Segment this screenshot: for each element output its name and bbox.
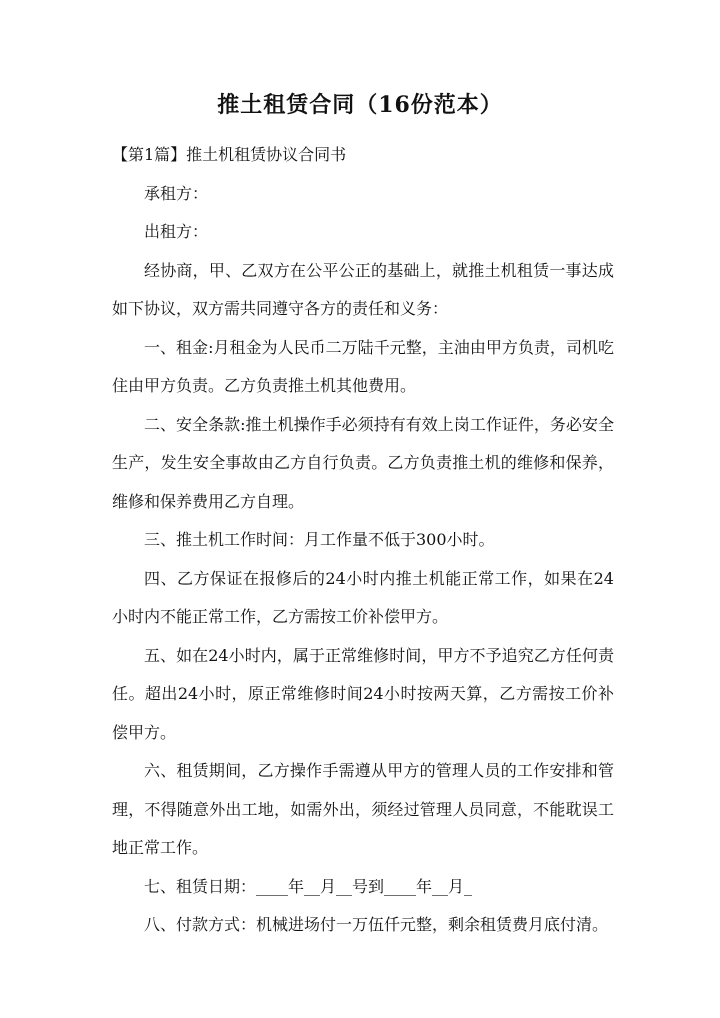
clause-1: 一、租金:月租金为人民币二万陆千元整，主油由甲方负责，司机吃住由甲方负责。乙方负责推土机其他费用。: [112, 337, 614, 395]
clause-3: 三、推土机工作时间：月工作量不低于300小时。: [144, 530, 495, 549]
clause-5: 五、如在24小时内，属于正常维修时间，甲方不予追究乙方任何责任。超出24小时，原正常维修时间24小时按两天算，乙方需按工价补偿甲方。: [112, 645, 614, 742]
clause-2: 二、安全条款:推土机操作手必须持有有效上岗工作证件，务必安全生产，发生安全事故由乙方自行负责。乙方负责推土机的维修和保养，维修和保养费用乙方自理。: [112, 414, 614, 511]
section-heading: 【第1篇】推土机租赁协议合同书: [112, 145, 347, 164]
document-body: [112, 136, 614, 945]
clause-8: 八、付款方式：机械进场付一万伍仟元整，剩余租赁费月底付清。: [144, 915, 609, 934]
clause-6: 六、租赁期间，乙方操作手需遵从甲方的管理人员的工作安排和管理，不得随意外出工地，如需外出，须经过管理人员同意，不能耽误工地正常工作。: [112, 761, 614, 857]
clause-4: 四、乙方保证在报修后的24小时内推土机能正常工作，如果在24小时内不能正常工作，乙方需按工价补偿甲方。: [112, 568, 614, 626]
document-title: 推土租赁合同（16份范本）: [217, 92, 503, 118]
lessor-line: 出租方：: [144, 222, 209, 241]
intro-paragraph: 经协商，甲、乙双方在公平公正的基础上，就推土机租赁一事达成如下协议，双方需共同遵守各方的责任和义务：: [112, 260, 614, 318]
clause-7: 七、租赁日期：____年__月__号到____年__月_: [144, 876, 473, 896]
lessee-line: 承租方：: [144, 183, 209, 203]
